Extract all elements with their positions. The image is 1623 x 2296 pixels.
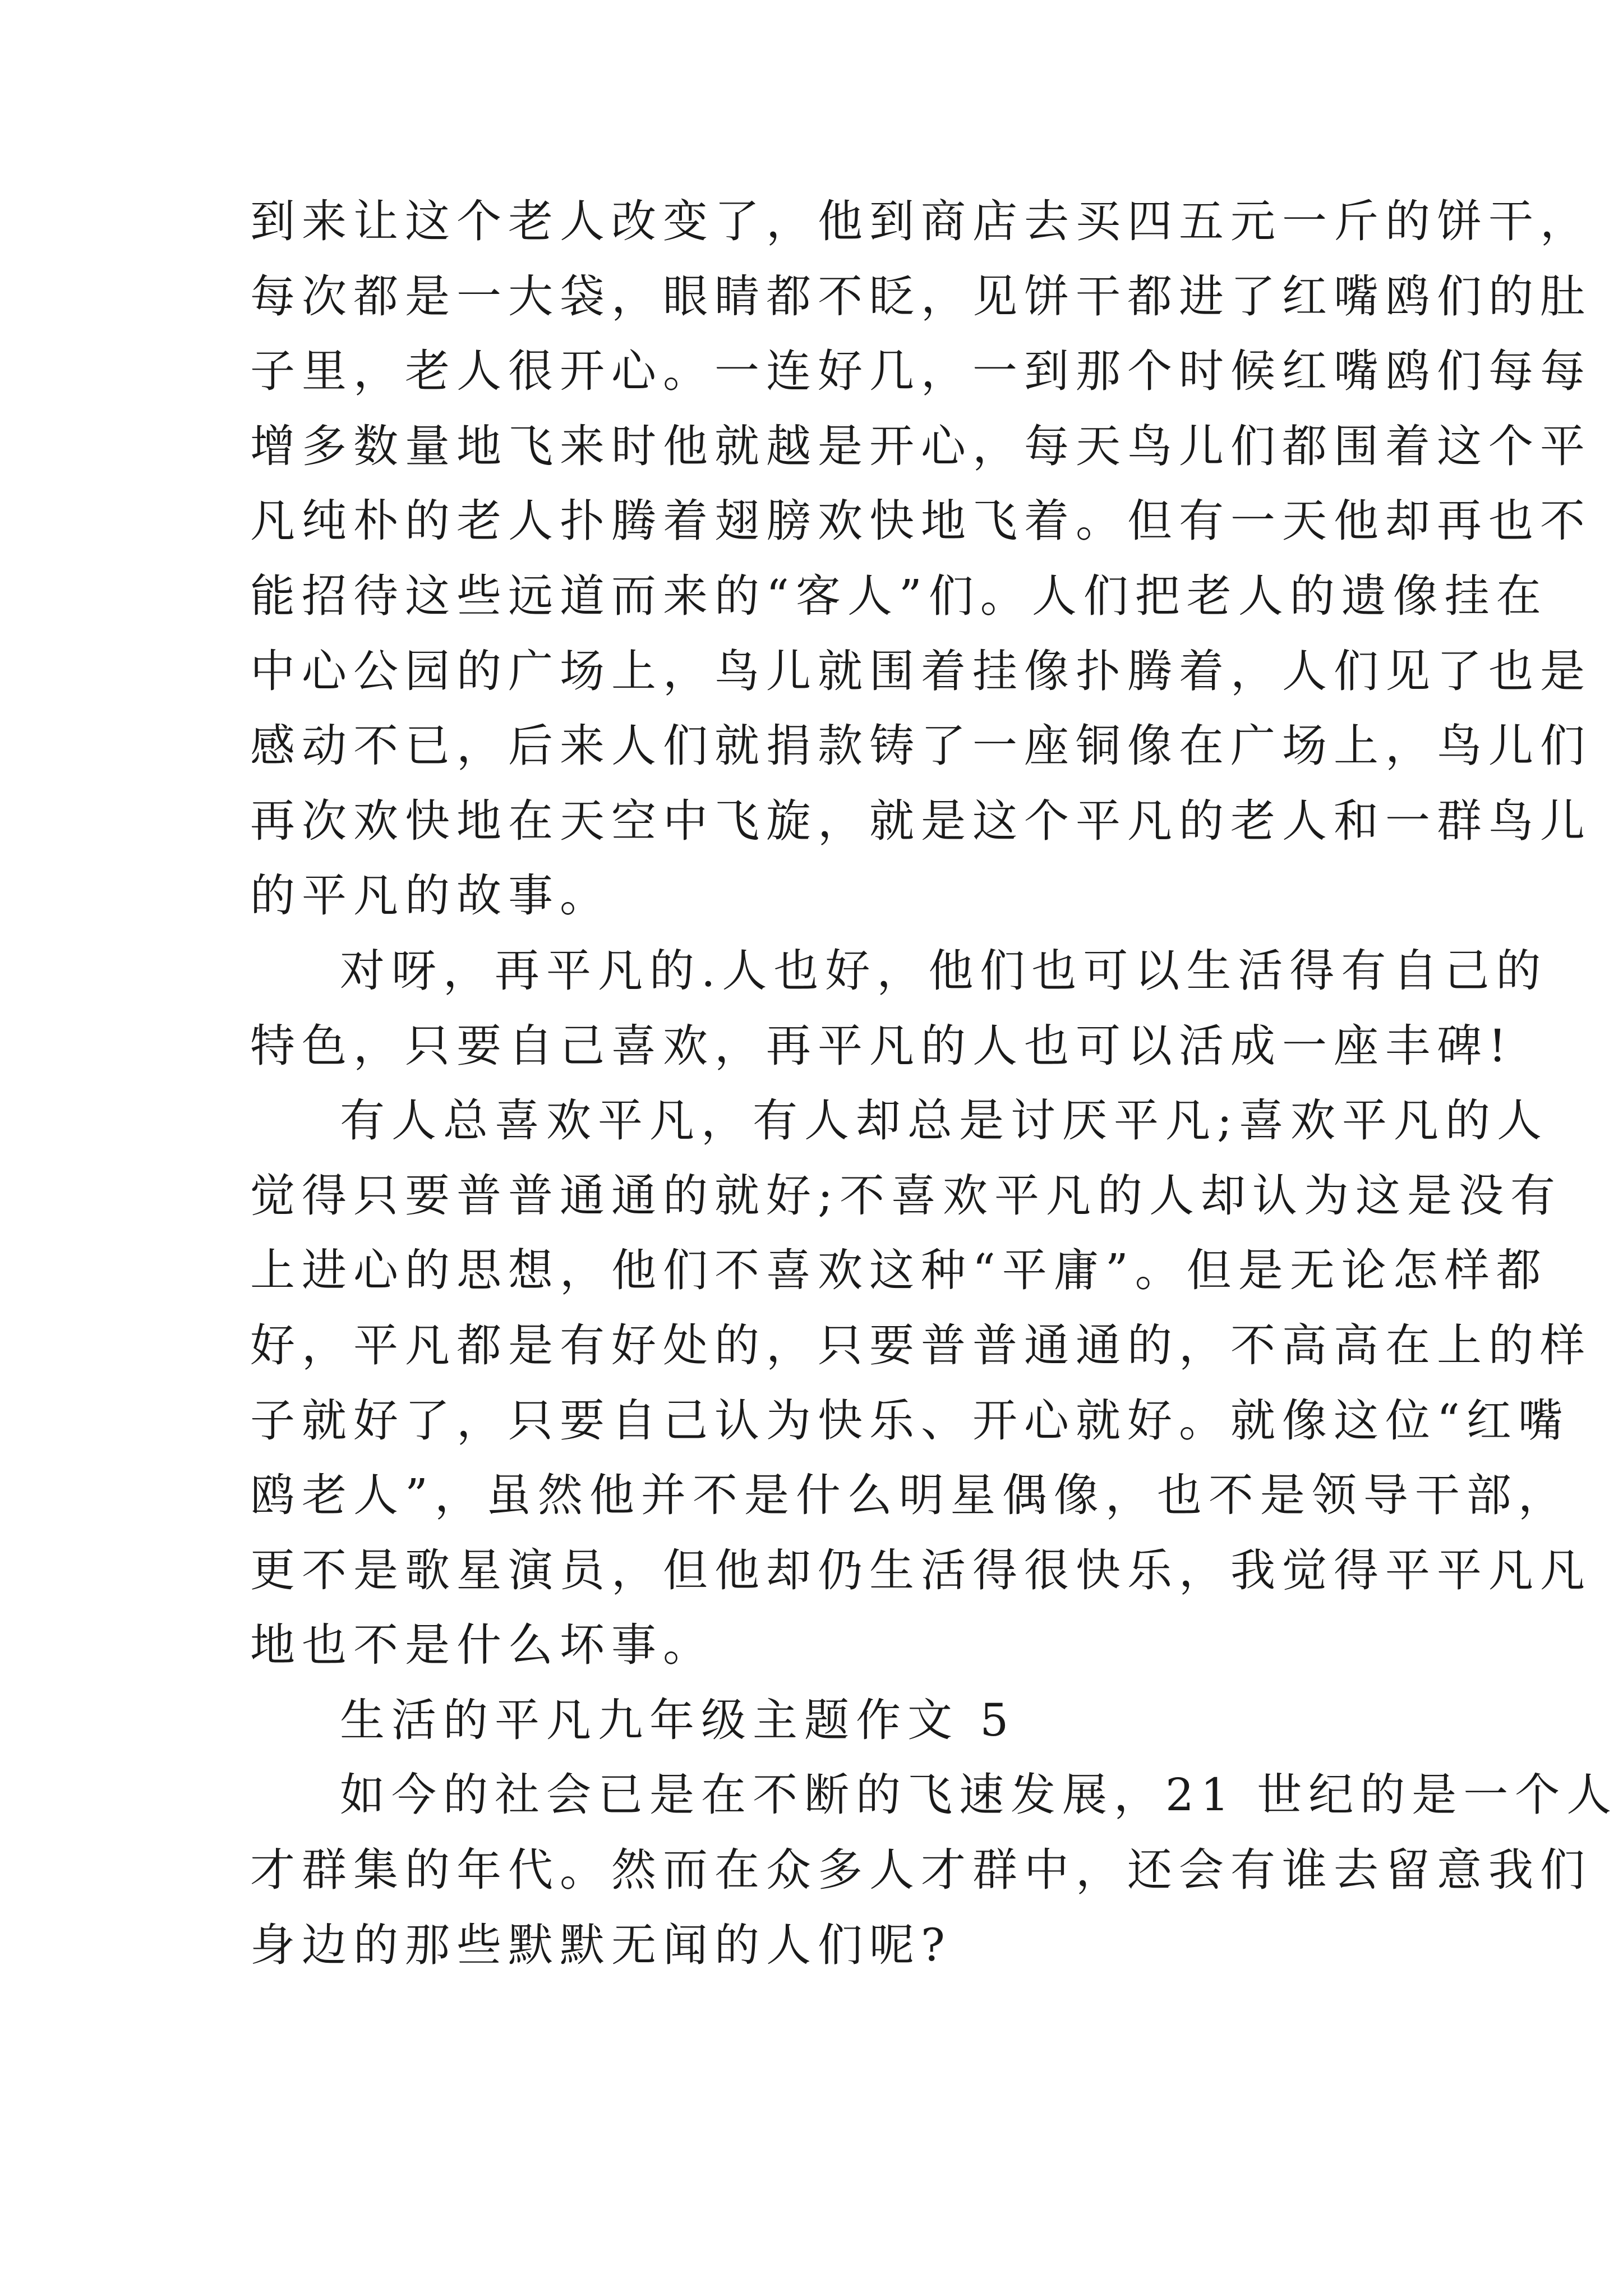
text-line: 增多数量地飞来时他就越是开心，每天鸟儿们都围着这个平 — [250, 420, 1592, 472]
text-line: 鸥老人”，虽然他并不是什么明星偶像，也不是领导干部， — [250, 1469, 1570, 1522]
text-line: 才群集的年代。然而在众多人才群中，还会有谁去留意我们 — [250, 1844, 1592, 1897]
text-line: 凡纯朴的老人扑腾着翅膀欢快地飞着。但有一天他却再也不 — [250, 495, 1592, 547]
text-line: 上进心的思想，他们不喜欢这种“平庸”。但是无论怎样都 — [250, 1244, 1548, 1297]
text-line: 有人总喜欢平凡，有人却总是讨厌平凡;喜欢平凡的人 — [340, 1094, 1548, 1147]
text-line: 中心公园的广场上，鸟儿就围着挂像扑腾着，人们见了也是 — [250, 645, 1592, 697]
text-line: 感动不已，后来人们就捐款铸了一座铜像在广场上，鸟儿们 — [250, 720, 1592, 772]
text-line: 特色，只要自己喜欢，再平凡的人也可以活成一座丰碑! — [250, 1019, 1514, 1072]
text-line: 对呀，再平凡的.人也好，他们也可以生活得有自己的 — [340, 944, 1548, 997]
text-line: 的平凡的故事。 — [250, 869, 611, 922]
text-line: 子里，老人很开心。一连好几，一到那个时候红嘴鸥们每每 — [250, 345, 1592, 398]
text-line: 觉得只要普普通通的就好;不喜欢平凡的人却认为这是没有 — [250, 1169, 1562, 1222]
section-heading: 生活的平凡九年级主题作文 5 — [340, 1694, 1016, 1746]
text-line: 地也不是什么坏事。 — [250, 1619, 714, 1672]
text-line: 好，平凡都是有好处的，只要普普通通的，不高高在上的样 — [250, 1319, 1592, 1372]
text-line: 更不是歌星演员，但他却仍生活得很快乐，我觉得平平凡凡 — [250, 1544, 1592, 1596]
text-line: 再次欢快地在天空中飞旋，就是这个平凡的老人和一群鸟儿 — [250, 794, 1592, 847]
text-line: 身边的那些默默无闻的人们呢? — [250, 1918, 952, 1971]
essay-body — [250, 195, 1619, 1998]
text-line: 子就好了，只要自己认为快乐、开心就好。就像这位“红嘴 — [250, 1394, 1570, 1447]
text-line: 每次都是一大袋，眼睛都不眨，见饼干都进了红嘴鸥们的肚 — [250, 270, 1592, 323]
text-line: 能招待这些远道而来的“客人”们。人们把老人的遗像挂在 — [250, 569, 1548, 622]
text-line: 到来让这个老人改变了，他到商店去买四五元一斤的饼干， — [250, 195, 1592, 247]
text-line: 如今的社会已是在不断的飞速发展，21 世纪的是一个人 — [340, 1769, 1619, 1821]
